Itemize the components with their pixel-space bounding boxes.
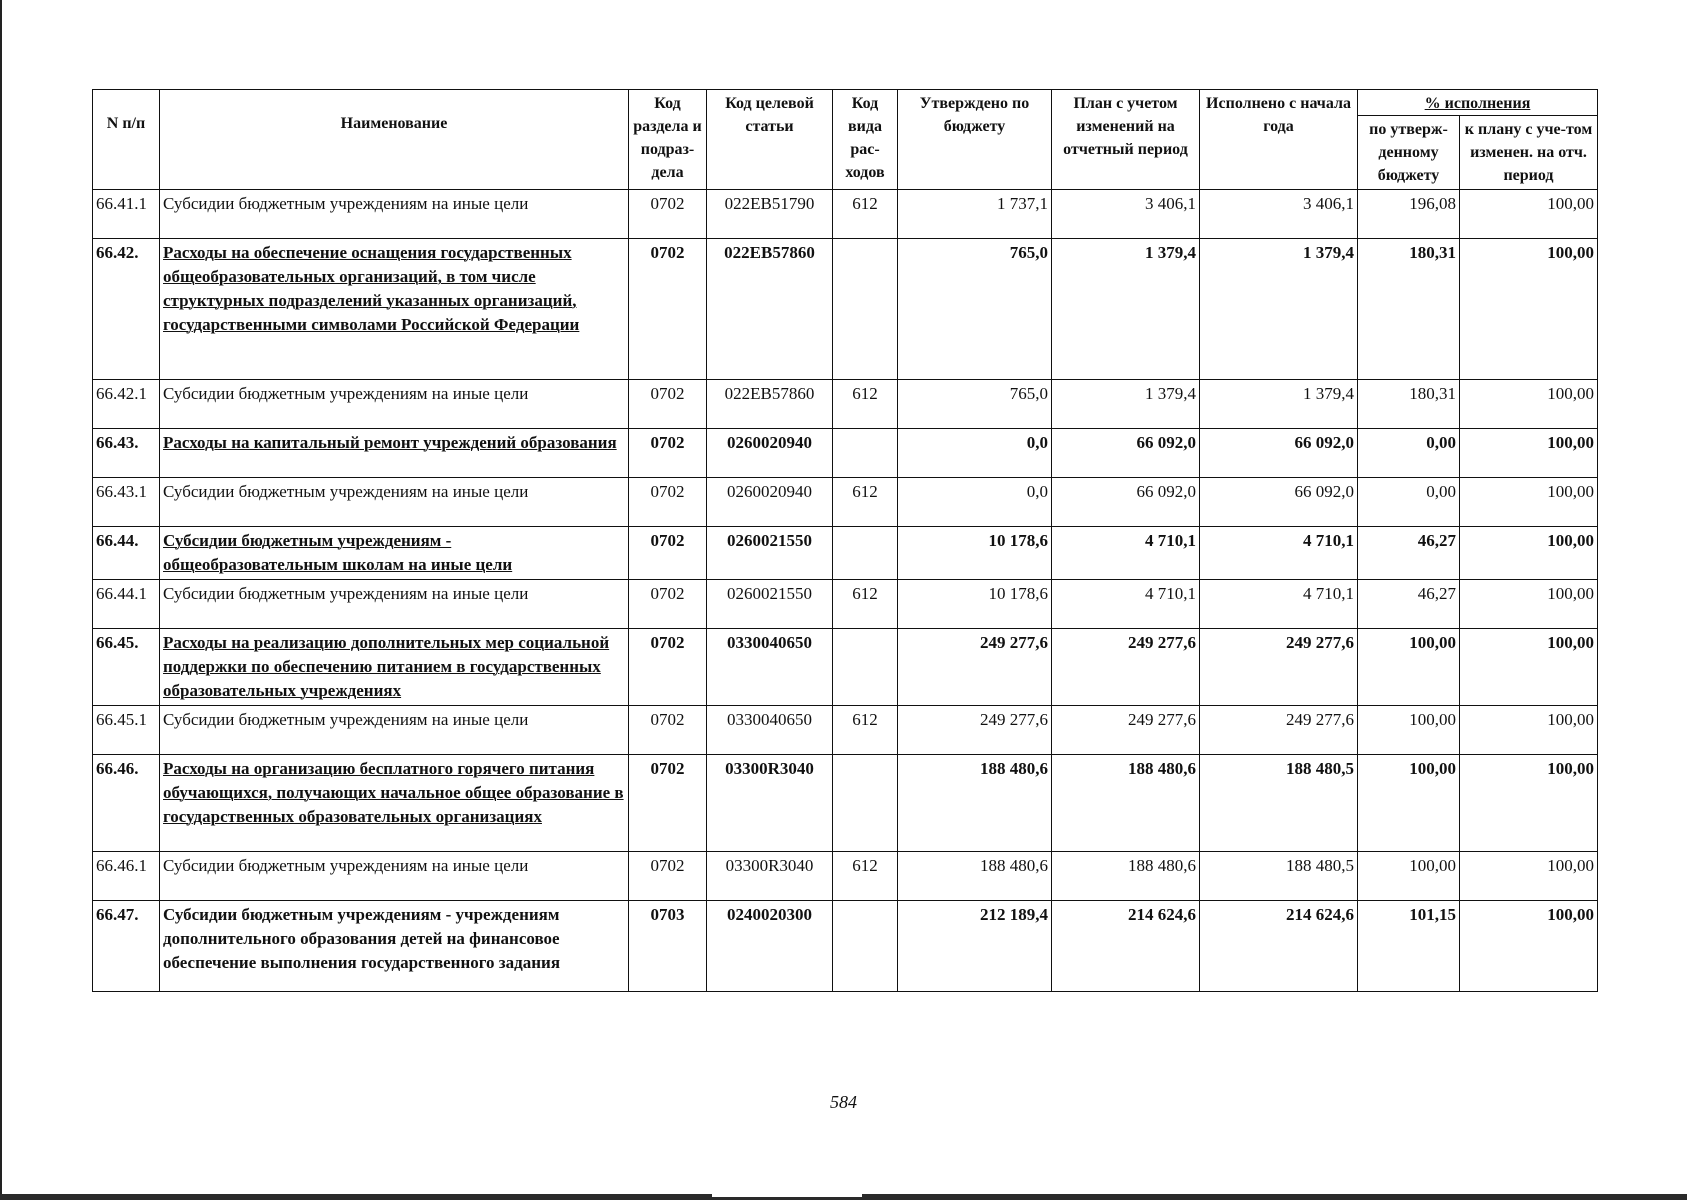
header-section-code: Код раздела и подраз-дела <box>629 90 707 190</box>
row-executed: 188 480,5 <box>1200 755 1358 852</box>
budget-execution-table <box>92 89 1598 992</box>
row-pct-plan: 100,00 <box>1460 429 1598 478</box>
row-pct-plan: 100,00 <box>1460 901 1598 992</box>
row-expense-code: 612 <box>833 478 898 527</box>
row-name: Расходы на реализацию дополнительных мер социальной поддержки по обеспечению питанием в государственных образовательных учреждениях <box>160 629 629 706</box>
row-approved: 212 189,4 <box>898 901 1052 992</box>
row-plan: 249 277,6 <box>1052 629 1200 706</box>
header-plan: План с учетом изменений на отчетный период <box>1052 90 1200 190</box>
row-num: 66.45. <box>93 629 160 706</box>
header-pct-group: % исполнения <box>1358 90 1598 116</box>
row-num: 66.45.1 <box>93 706 160 755</box>
row-pct-plan: 100,00 <box>1460 380 1598 429</box>
row-pct-approved: 180,31 <box>1358 239 1460 380</box>
row-num: 66.42.1 <box>93 380 160 429</box>
row-expense-code <box>833 527 898 580</box>
row-approved: 188 480,6 <box>898 755 1052 852</box>
header-approved: Утверждено по бюджету <box>898 90 1052 190</box>
row-pct-plan: 100,00 <box>1460 629 1598 706</box>
row-pct-approved: 0,00 <box>1358 429 1460 478</box>
row-name: Расходы на организацию бесплатного горячего питания обучающихся, получающих начальное общее образование в государственных образовательных организациях <box>160 755 629 852</box>
row-expense-code: 612 <box>833 380 898 429</box>
row-expense-code <box>833 755 898 852</box>
row-section-code: 0702 <box>629 239 707 380</box>
row-plan: 188 480,6 <box>1052 755 1200 852</box>
row-approved: 1 737,1 <box>898 190 1052 239</box>
row-approved: 0,0 <box>898 429 1052 478</box>
row-num: 66.43. <box>93 429 160 478</box>
row-target-code: 0330040650 <box>707 629 833 706</box>
row-expense-code <box>833 429 898 478</box>
row-num: 66.43.1 <box>93 478 160 527</box>
table-row <box>93 901 1598 992</box>
row-plan: 1 379,4 <box>1052 380 1200 429</box>
row-section-code: 0702 <box>629 852 707 901</box>
row-executed: 214 624,6 <box>1200 901 1358 992</box>
row-approved: 765,0 <box>898 239 1052 380</box>
table-row <box>93 527 1598 580</box>
table-body <box>93 190 1598 992</box>
header-pct-approved: по утверж-денному бюджету <box>1358 116 1460 190</box>
header-pct-plan: к плану с уче-том изменен. на отч. период <box>1460 116 1598 190</box>
row-name: Субсидии бюджетным учреждениям на иные цели <box>160 478 629 527</box>
row-plan: 4 710,1 <box>1052 527 1200 580</box>
row-num: 66.44. <box>93 527 160 580</box>
header-executed: Исполнено с начала года <box>1200 90 1358 190</box>
row-name: Расходы на капитальный ремонт учреждений образования <box>160 429 629 478</box>
row-executed: 249 277,6 <box>1200 706 1358 755</box>
row-pct-approved: 180,31 <box>1358 380 1460 429</box>
row-name: Субсидии бюджетным учреждениям - общеобразовательным школам на иные цели <box>160 527 629 580</box>
row-target-code: 0260021550 <box>707 580 833 629</box>
header-expense-code: Код вида рас-ходов <box>833 90 898 190</box>
row-pct-plan: 100,00 <box>1460 190 1598 239</box>
row-target-code: 0260020940 <box>707 429 833 478</box>
row-section-code: 0702 <box>629 706 707 755</box>
row-section-code: 0702 <box>629 527 707 580</box>
scan-left-edge <box>0 0 2 1200</box>
row-name: Субсидии бюджетным учреждениям - учреждениям дополнительного образования детей на финансовое обеспечение выполнения государственного задания <box>160 901 629 992</box>
row-approved: 249 277,6 <box>898 706 1052 755</box>
row-executed: 3 406,1 <box>1200 190 1358 239</box>
row-expense-code <box>833 901 898 992</box>
row-pct-approved: 100,00 <box>1358 706 1460 755</box>
row-expense-code <box>833 629 898 706</box>
row-executed: 249 277,6 <box>1200 629 1358 706</box>
row-num: 66.47. <box>93 901 160 992</box>
row-pct-approved: 101,15 <box>1358 901 1460 992</box>
row-target-code: 03300R3040 <box>707 852 833 901</box>
row-approved: 188 480,6 <box>898 852 1052 901</box>
row-executed: 4 710,1 <box>1200 580 1358 629</box>
row-expense-code <box>833 239 898 380</box>
table-row <box>93 239 1598 380</box>
row-pct-plan: 100,00 <box>1460 580 1598 629</box>
row-num: 66.46. <box>93 755 160 852</box>
row-section-code: 0702 <box>629 429 707 478</box>
row-pct-plan: 100,00 <box>1460 527 1598 580</box>
row-name: Субсидии бюджетным учреждениям на иные цели <box>160 852 629 901</box>
row-target-code: 022EB57860 <box>707 380 833 429</box>
row-approved: 0,0 <box>898 478 1052 527</box>
row-pct-approved: 100,00 <box>1358 852 1460 901</box>
row-pct-plan: 100,00 <box>1460 706 1598 755</box>
row-executed: 1 379,4 <box>1200 380 1358 429</box>
row-section-code: 0702 <box>629 629 707 706</box>
table-row <box>93 580 1598 629</box>
table-row <box>93 429 1598 478</box>
row-target-code: 022EB57860 <box>707 239 833 380</box>
scan-bottom-edge-gap <box>712 1194 862 1197</box>
row-name: Субсидии бюджетным учреждениям на иные цели <box>160 580 629 629</box>
row-target-code: 022EB51790 <box>707 190 833 239</box>
row-plan: 66 092,0 <box>1052 478 1200 527</box>
row-plan: 3 406,1 <box>1052 190 1200 239</box>
row-approved: 10 178,6 <box>898 580 1052 629</box>
row-num: 66.46.1 <box>93 852 160 901</box>
table-row <box>93 190 1598 239</box>
row-executed: 4 710,1 <box>1200 527 1358 580</box>
row-approved: 765,0 <box>898 380 1052 429</box>
row-plan: 1 379,4 <box>1052 239 1200 380</box>
row-approved: 10 178,6 <box>898 527 1052 580</box>
row-plan: 4 710,1 <box>1052 580 1200 629</box>
row-executed: 188 480,5 <box>1200 852 1358 901</box>
table-header <box>93 90 1598 190</box>
row-pct-approved: 100,00 <box>1358 629 1460 706</box>
row-num: 66.44.1 <box>93 580 160 629</box>
row-name: Субсидии бюджетным учреждениям на иные цели <box>160 706 629 755</box>
row-plan: 249 277,6 <box>1052 706 1200 755</box>
row-name: Расходы на обеспечение оснащения государственных общеобразовательных организаций, в том числе структурных подразделений указанных организаций, государственными символами Российской Федерации <box>160 239 629 380</box>
row-expense-code: 612 <box>833 852 898 901</box>
row-target-code: 0330040650 <box>707 706 833 755</box>
header-name: Наименование <box>160 90 629 190</box>
row-plan: 214 624,6 <box>1052 901 1200 992</box>
row-pct-plan: 100,00 <box>1460 852 1598 901</box>
row-section-code: 0702 <box>629 190 707 239</box>
row-section-code: 0702 <box>629 380 707 429</box>
table-row <box>93 706 1598 755</box>
row-executed: 66 092,0 <box>1200 478 1358 527</box>
row-pct-plan: 100,00 <box>1460 755 1598 852</box>
row-name: Субсидии бюджетным учреждениям на иные цели <box>160 190 629 239</box>
row-target-code: 0240020300 <box>707 901 833 992</box>
row-section-code: 0702 <box>629 478 707 527</box>
row-name: Субсидии бюджетным учреждениям на иные цели <box>160 380 629 429</box>
table-row <box>93 478 1598 527</box>
row-num: 66.41.1 <box>93 190 160 239</box>
row-executed: 1 379,4 <box>1200 239 1358 380</box>
row-section-code: 0703 <box>629 901 707 992</box>
row-pct-approved: 46,27 <box>1358 527 1460 580</box>
row-target-code: 0260020940 <box>707 478 833 527</box>
row-expense-code: 612 <box>833 190 898 239</box>
row-plan: 188 480,6 <box>1052 852 1200 901</box>
row-pct-approved: 100,00 <box>1358 755 1460 852</box>
header-num: N п/п <box>93 90 160 190</box>
header-target-code: Код целевой статьи <box>707 90 833 190</box>
table-row <box>93 755 1598 852</box>
row-section-code: 0702 <box>629 755 707 852</box>
row-pct-approved: 46,27 <box>1358 580 1460 629</box>
row-num: 66.42. <box>93 239 160 380</box>
row-expense-code: 612 <box>833 580 898 629</box>
row-pct-approved: 0,00 <box>1358 478 1460 527</box>
table-row <box>93 852 1598 901</box>
table-row <box>93 380 1598 429</box>
row-pct-plan: 100,00 <box>1460 478 1598 527</box>
row-target-code: 03300R3040 <box>707 755 833 852</box>
row-target-code: 0260021550 <box>707 527 833 580</box>
table-row <box>93 629 1598 706</box>
row-expense-code: 612 <box>833 706 898 755</box>
page-number: 584 <box>830 1092 857 1112</box>
row-pct-plan: 100,00 <box>1460 239 1598 380</box>
row-executed: 66 092,0 <box>1200 429 1358 478</box>
row-section-code: 0702 <box>629 580 707 629</box>
row-approved: 249 277,6 <box>898 629 1052 706</box>
row-plan: 66 092,0 <box>1052 429 1200 478</box>
row-pct-approved: 196,08 <box>1358 190 1460 239</box>
